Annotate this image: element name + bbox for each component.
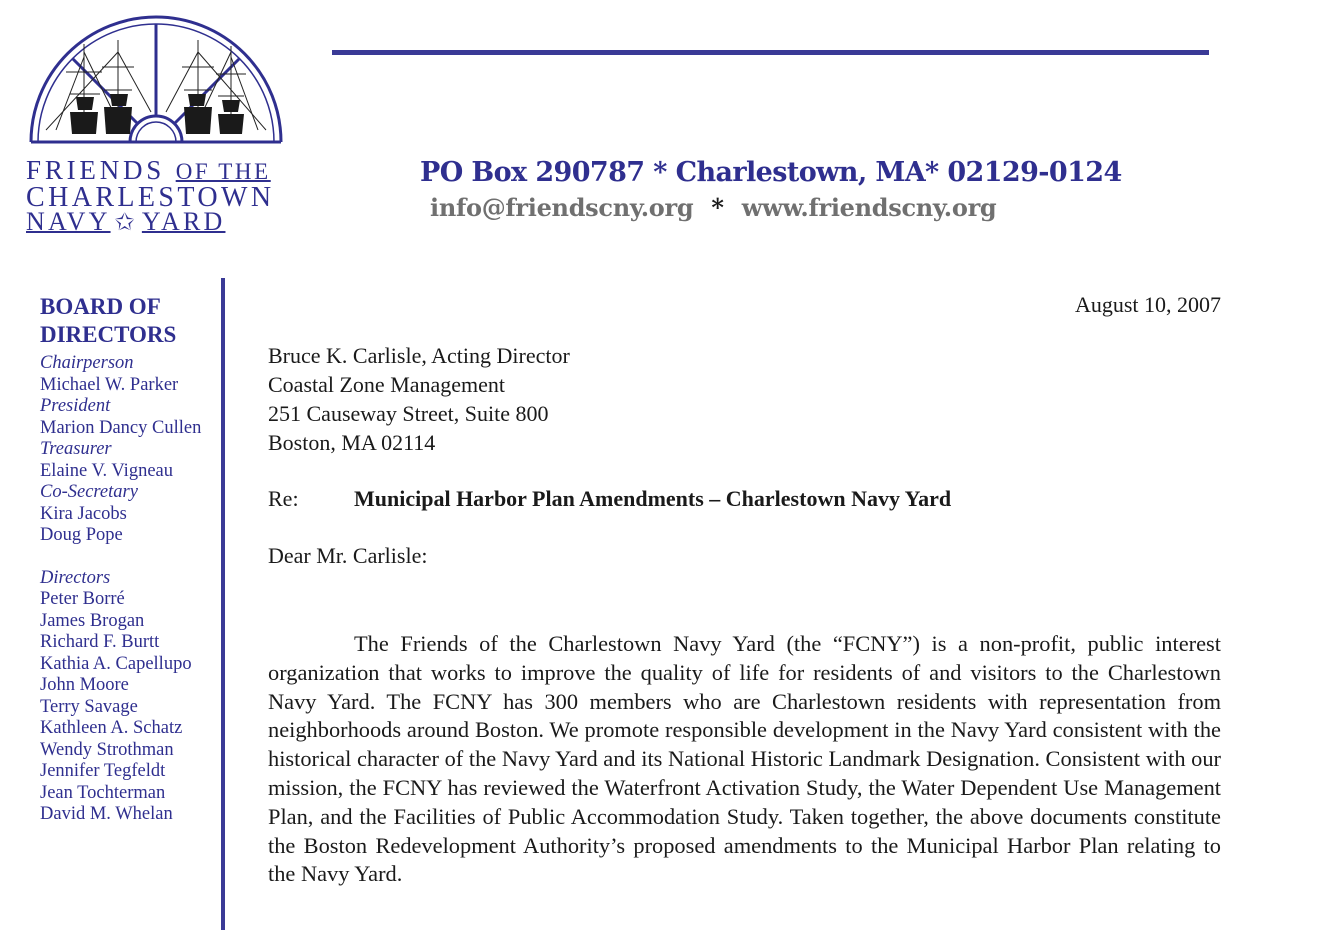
board-of-directors-sidebar xyxy=(40,293,225,826)
contact-separator: * xyxy=(711,193,724,222)
letter-date: August 10, 2007 xyxy=(1074,292,1221,317)
officer-role: President xyxy=(40,396,111,416)
recipient-line: 251 Causeway Street, Suite 800 xyxy=(268,401,549,426)
organization-logo xyxy=(26,12,292,242)
director-name: James Brogan xyxy=(40,610,145,631)
director-name: John Moore xyxy=(40,675,129,695)
re-subject: Municipal Harbor Plan Amendments – Charlestown Navy Yard xyxy=(354,486,952,511)
officer-role: Co-Secretary xyxy=(40,482,138,502)
subject-line xyxy=(268,486,951,512)
body-paragraph: The Friends of the Charlestown Navy Yard (the “FCNY”) is a non-profit, public interest organization that works to improve the quality of life for residents of and visitors to the Charlestown Navy Yard. The FCNY has 300 members who are Charlestown residents with representation from neighborhoods around Boston. We promote responsible development in the Navy Yard consistent with the historical character of the Navy Yard and its National Historic Landmark Designation. Consistent with our mission, the FCNY has reviewed the Waterfront Activation Study, the Water Dependent Use Management Plan, and the Facilities of Public Accommodation Study. Taken together, the above documents constitute the Boston Redevelopment Authority’s proposed amendments to the Municipal Harbor Plan relating to the Navy Yard. xyxy=(268,631,1221,887)
director-name: Jennifer Tegfeldt xyxy=(40,761,166,781)
officer-name: Kira Jacobs xyxy=(40,503,127,524)
directors-list xyxy=(40,589,225,826)
ship-fanlight-logo-graphic xyxy=(26,12,292,147)
director-name: Richard F. Burtt xyxy=(40,632,160,652)
board-title: BOARD OF DIRECTORS xyxy=(40,294,177,347)
postal-address: PO Box 290787 * Charlestown, MA* 02129-0124 xyxy=(420,157,1122,188)
officer-name: Elaine V. Vigneau xyxy=(40,460,173,481)
salutation: Dear Mr. Carlisle: xyxy=(268,543,428,568)
star-icon: ✩ xyxy=(114,210,138,236)
director-name: Wendy Strothman xyxy=(40,739,174,760)
logo-text-line-3: NAVY ✩ YARD xyxy=(26,207,226,236)
email-link[interactable]: info@friendscny.org xyxy=(430,193,694,222)
recipient-line: Bruce K. Carlisle, Acting Director xyxy=(268,343,570,368)
officer-name: Doug Pope xyxy=(40,525,123,545)
officer-name: Michael W. Parker xyxy=(40,374,179,395)
logo-text-line-2: CHARLESTOWN xyxy=(26,182,275,213)
director-name: David M. Whelan xyxy=(40,804,173,824)
recipient-line: Coastal Zone Management xyxy=(268,372,506,397)
contact-line xyxy=(430,193,996,222)
officer-role: Treasurer xyxy=(40,439,112,459)
director-name: Kathia A. Capellupo xyxy=(40,653,192,674)
director-name: Terry Savage xyxy=(40,696,138,717)
officer-name: Marion Dancy Cullen xyxy=(40,417,202,438)
re-label: Re: xyxy=(268,486,299,511)
directors-label: Directors xyxy=(40,567,111,588)
recipient-address xyxy=(268,341,570,457)
recipient-line: Boston, MA 02114 xyxy=(268,430,436,455)
officer-role: Chairperson xyxy=(40,353,134,373)
director-name: Jean Tochterman xyxy=(40,782,166,803)
director-name: Peter Borré xyxy=(40,589,125,609)
header-divider xyxy=(332,50,1209,55)
logo-text-line-1: FRIENDS OF THE xyxy=(26,155,271,185)
website-link[interactable]: www.friendscny.org xyxy=(741,193,997,222)
director-name: Kathleen A. Schatz xyxy=(40,718,183,738)
